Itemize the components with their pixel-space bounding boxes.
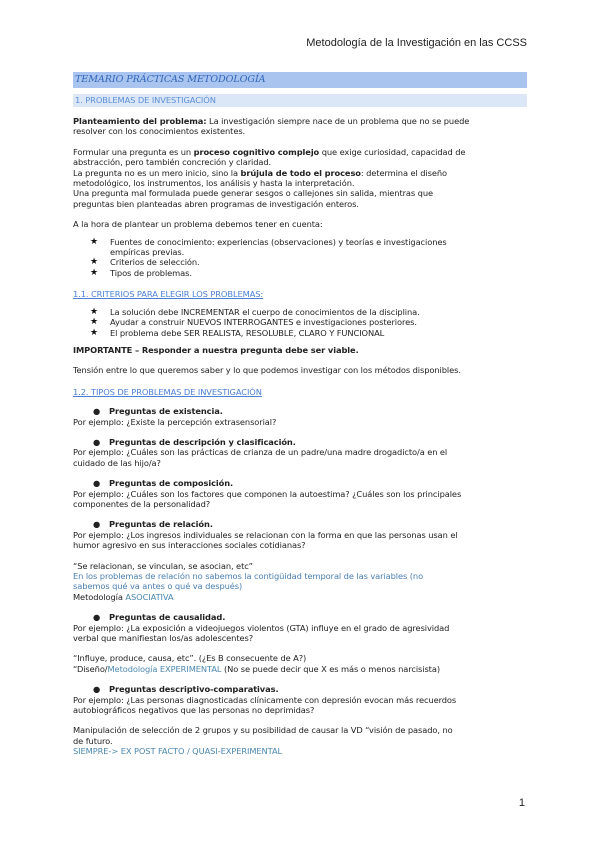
- list-item: ★ La solución debe INCREMENTAR el cuerpo de conocimientos de la disciplina.: [90, 306, 420, 317]
- star-list-considerations: [73, 237, 527, 279]
- paragraph-tension: Tensión entre lo que queremos saber y lo que podemos investigar con los métodos disponibles.: [73, 365, 461, 376]
- bullet-icon: ●: [93, 436, 101, 447]
- star-icon: ★: [90, 327, 98, 338]
- bullet-composicion: ● Preguntas de composición.: [93, 478, 234, 489]
- bullet-causalidad: ● Preguntas de causalidad.: [93, 612, 226, 623]
- list-item: ★ Criterios de selección.: [90, 257, 200, 268]
- page-number: 1: [518, 797, 525, 809]
- bullet-descriptivo-comparativas: ● Preguntas descriptivo-comparativas.: [93, 684, 279, 695]
- list-item: ★ Ayudar a construir NUEVOS INTERROGANTES e investigaciones posteriores.: [90, 317, 417, 328]
- section-heading-problemas: 1. PROBLEMAS DE INVESTIGACIÓN: [73, 94, 527, 107]
- subheading-tipos: 1.2. TIPOS DE PROBLEMAS DE INVESTIGACIÓN: [73, 386, 262, 397]
- star-icon: ★: [90, 257, 98, 268]
- list-item: ★ El problema debe SER REALISTA, RESOLUBLE, CLARO Y FUNCIONAL: [90, 327, 385, 338]
- bullet-descripcion: ● Preguntas de descripción y clasificación.: [93, 436, 296, 447]
- star-icon: ★: [90, 306, 98, 317]
- bullet-icon: ●: [93, 478, 101, 489]
- star-list-criterios: [73, 307, 527, 338]
- star-icon: ★: [90, 267, 98, 278]
- section-title: TEMARIO PRÁCTICAS METODOLOGÍA: [73, 72, 527, 88]
- bullet-existencia: ● Preguntas de existencia.: [93, 406, 223, 417]
- paragraph-formular: Formular una pregunta es un proceso cognitivo complejo que exige curiosidad, capacidad de: [73, 146, 466, 157]
- list-item: ★ Tipos de problemas.: [90, 267, 192, 278]
- star-icon: ★: [90, 236, 98, 247]
- important-note: IMPORTANTE – Responder a nuestra pregunta debe ser viable.: [73, 344, 359, 355]
- siempre-note: SIEMPRE-> EX POST FACTO / QUASI-EXPERIMENTAL: [73, 746, 283, 757]
- bullet-icon: ●: [93, 684, 101, 695]
- relacion-note: En los problemas de relación no sabemos la contigüidad temporal de las variables (no: [73, 571, 424, 581]
- running-header: Metodología de la Investigación en las CCSS: [306, 37, 527, 49]
- bullet-icon: ●: [93, 519, 101, 530]
- list-item: ★ Fuentes de conocimiento: experiencias (observaciones) y teorías e investigaciones empíricas previas.: [90, 236, 447, 258]
- bullet-relacion: ● Preguntas de relación.: [93, 519, 213, 530]
- star-icon: ★: [90, 317, 98, 328]
- planteamiento-label: Planteamiento del problema:: [73, 116, 207, 126]
- document-body: TEMARIO PRÁCTICAS METODOLOGÍA 1. PROBLEMAS DE INVESTIGACIÓN Planteamiento del problema: La investigación siempre nace de un problema que no se puede resolver con los conocimientos existentes. Formular una pregunta es un proceso cognitivo complejo que exige curiosidad, capacidad de abstracción, pero también concreción y claridad. La pregunta no es un mero inicio, sino la brújula de todo el proceso: determina el diseño metodológico, los instrumentos, los análisis y hasta la interpretación. Una pregunta mal formulada puede generar sesgos o callejones sin salida, mientras que preguntas bien planteadas abren programas de investigación enteros. A la hora de plantear un problema debemos tener en cuenta: ★ Fuentes de conocimiento: experiencias (observaciones) y teorías e investigaciones empíricas previas. ★ Criterios de selección. ★ Tipos de problemas. 1.1. CRITERIOS PARA ELEGIR LOS PROBLEMAS: ★ La solución debe INCREMENTAR el cuerpo de conocimientos de la disciplina. ★ Ayudar a construir NUEVOS INTERROGANTES e investigaciones posteriores. ★ El problema debe SER REALISTA, RESOLUBLE, CLARO Y FUNCIONAL IMPORTANTE – Responder a nuestra pregunta debe ser viable. Tensión entre lo que queremos saber y lo que podemos investigar con los métodos disponibles. 1.2. TIPOS DE PROBLEMAS DE INVESTIGACIÓN ● Preguntas de existencia. Por ejemplo: ¿Existe la percepción extrasensorial? ● Preguntas de descripción y clasificación. Por ejemplo: ¿Cuáles son las prácticas de crianza de un padre/una madre drogadicto/a en el cuidado de las hijo/a? ● Preguntas de composición. Por ejemplo: ¿Cuáles son los factores que componen la autoestima? ¿Cuáles son los principales componentes de la personalidad? ● Preguntas de relación. Por ejemplo: ¿Los ingresos individuales se relacionan con la forma en que las personas usan el humor agresivo en sus interacciones sociales cotidianas? “Se relacionan, se vinculan, se asocian, etc” En los problemas de relación no sabemos la contigüidad temporal de las variables (no sabemos qué va antes o qué va después) Metodología ASOCIATIVA ● Preguntas de causalidad. Por ejemplo: ¿La exposición a videojuegos violentos (GTA) influye en el grado de agresividad verbal que manifiestan los/as adolescentes? “Influye, produce, causa, etc”. (¿Es B consecuente de A?) “Diseño/Metodología EXPERIMENTAL (No se puede decir que X es más o menos narcisista) ● Preguntas descriptivo-comparativas. Por ejemplo: ¿Las personas diagnosticadas clínicamente con depresión evocan más recuerdos autobiográficos negativos que las personas no deprimidas? Manipulación de selección de 2 grupos y su posibilidad de causar la VD “visión de pasado, no de futuro. SIEMPRE-> EX POST FACTO / QUASI-EXPERIMENTAL: [73, 72, 527, 757]
- subheading-criterios: 1.1. CRITERIOS PARA ELEGIR LOS PROBLEMAS:: [73, 289, 264, 300]
- bullet-icon: ●: [93, 612, 101, 623]
- paragraph-tener-en-cuenta: A la hora de plantear un problema debemos tener en cuenta:: [73, 219, 323, 230]
- bullet-icon: ●: [93, 406, 101, 417]
- paragraph-planteamiento: Planteamiento del problema: La investigación siempre nace de un problema que no se puede: [73, 116, 470, 126]
